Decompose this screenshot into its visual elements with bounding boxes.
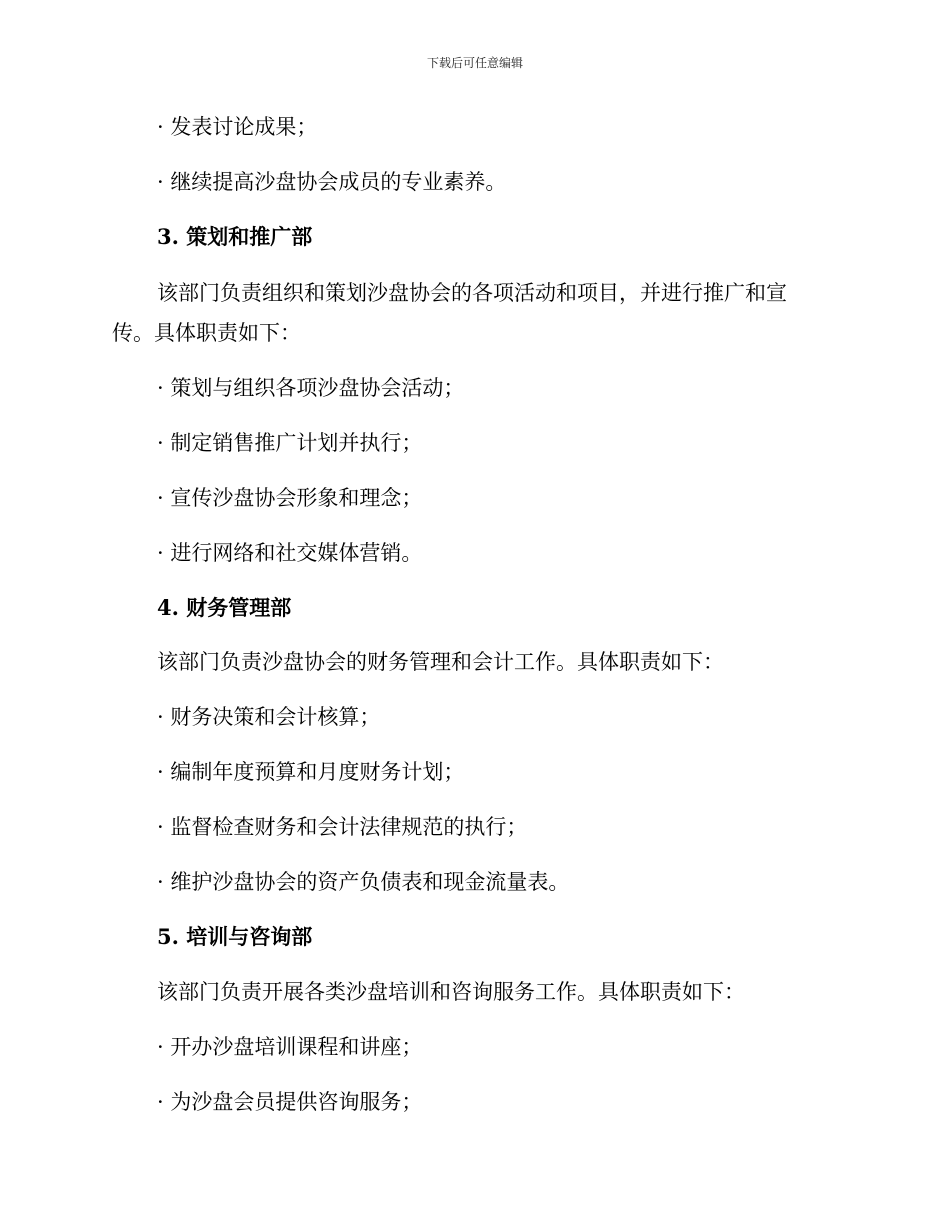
section-heading: 5. 培训与咨询部 xyxy=(157,924,313,949)
bullet-item: · 进行网络和社交媒体营销。 xyxy=(157,541,423,565)
section-heading: 4. 财务管理部 xyxy=(157,595,292,620)
bullet-item: · 维护沙盘协会的资产负债表和现金流量表。 xyxy=(157,870,570,894)
bullet-item: · 开办沙盘培训课程和讲座； xyxy=(157,1035,423,1059)
bullet-item: · 财务决策和会计核算； xyxy=(157,705,381,729)
paragraph-line: 该部门负责组织和策划沙盘协会的各项活动和项目，并进行推广和宣 xyxy=(157,281,787,305)
bullet-item: · 宣传沙盘协会形象和理念； xyxy=(157,486,423,510)
paragraph-line: 传。具体职责如下： xyxy=(112,321,301,345)
header-note: 下载后可任意编辑 xyxy=(426,56,523,70)
paragraph-line: 该部门负责沙盘协会的财务管理和会计工作。具体职责如下： xyxy=(157,650,724,674)
paragraph-line: 该部门负责开展各类沙盘培训和咨询服务工作。具体职责如下： xyxy=(157,980,745,1004)
bullet-item: · 编制年度预算和月度财务计划； xyxy=(157,760,465,784)
bullet-item: · 继续提高沙盘协会成员的专业素养。 xyxy=(157,170,507,194)
bullet-item: · 制定销售推广计划并执行； xyxy=(157,431,423,455)
section-heading: 3. 策划和推广部 xyxy=(157,224,313,249)
bullet-item: · 监督检查财务和会计法律规范的执行； xyxy=(157,815,528,839)
bullet-item: · 为沙盘会员提供咨询服务； xyxy=(157,1090,423,1114)
bullet-item: · 策划与组织各项沙盘协会活动； xyxy=(157,376,465,400)
bullet-item: · 发表讨论成果； xyxy=(157,115,318,139)
